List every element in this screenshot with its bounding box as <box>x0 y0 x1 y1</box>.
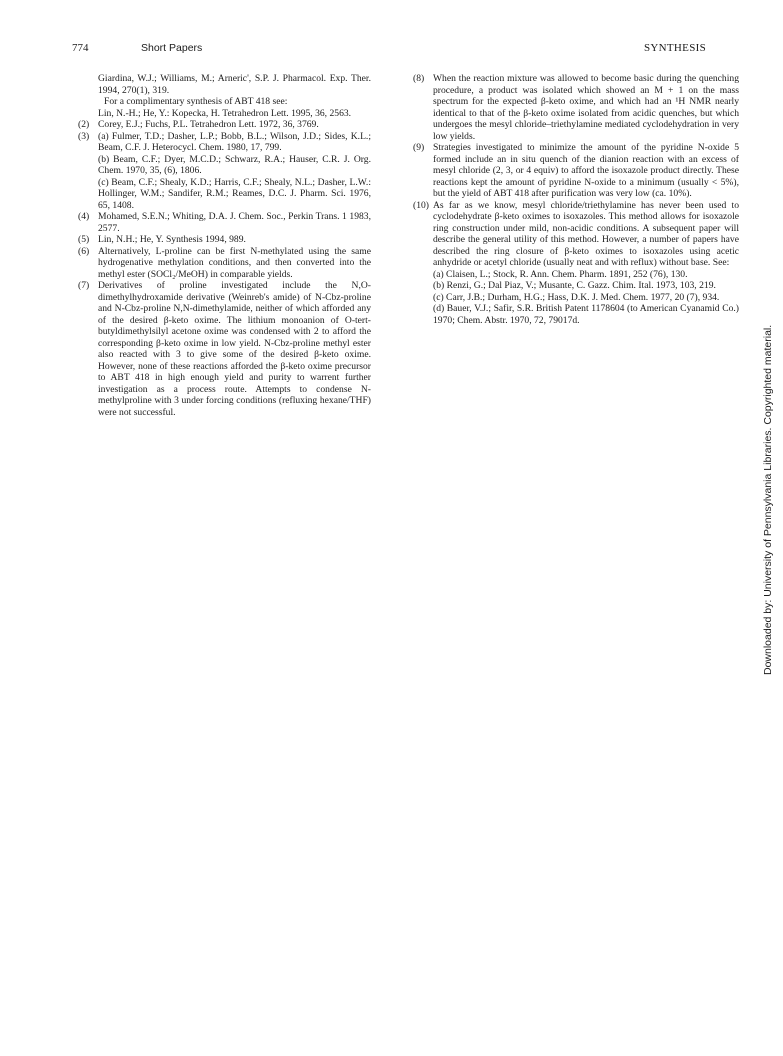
download-notice: Downloaded by: University of Pennsylvania Libraries. Copyrighted material. <box>762 324 774 675</box>
reference-text: Derivatives of proline investigated include the N,O-dimethylhydroxamide derivative (Weinreb's amide) of N-Cbz-proline and N-Cbz-proline N,N-dimethylamide, neither of which afforded any of the desired β-keto oxime. The lithium monoanion of O-tert-butyldimethylsilyl acetone oxime was condensed with 2 to afford the corresponding β-keto oxime in low yield. N-Cbz-proline methyl ester also reacted with 3 to give some of the desired β-keto oxime. However, none of these reactions afforded the β-keto oxime precursor to ABT 418 in high enough yield and purity to warrent further investigation as a process route. Attempts to condense N-methylproline with 3 under forcing conditions (refluxing hexane/THF) were not successful. <box>98 280 371 418</box>
reference-item <box>78 131 371 212</box>
reference-number: (2) <box>78 119 90 130</box>
reference-number: (3) <box>78 130 90 142</box>
reference-item <box>78 234 371 246</box>
reference-number: (8) <box>413 73 425 84</box>
reference-text: As far as we know, mesyl chloride/triethylamine has never been used to cyclodehydrate β-keto oximes to isoxazoles. This method allows for isoxazole ring construction under mild, non-acidic conditions. A subsequent paper will describe the general utility of this method. However, a number of papers have described the ring closure of β-keto oximes to isoxazoles using acetic anhydride or acetyl chloride (usually neat and with reflux) without base. See: <box>433 199 739 268</box>
reference-text: (d) Bauer, V.J.; Safir, S.R. British Patent 1178604 (to American Cyanamid Co.) 1970; Chem. Abstr. 1970, 72, 79017d. <box>433 303 739 326</box>
reference-text: (c) Carr, J.B.; Durham, H.G.; Hass, D.K. J. Med. Chem. 1977, 20 (7), 934. <box>433 291 720 303</box>
reference-item <box>78 119 371 131</box>
reference-item <box>413 73 739 142</box>
reference-text: (c) Beam, C.F.; Shealy, K.D.; Harris, C.F.; Shealy, N.L.; Dasher, L.W.: Hollinger, W.M.; Sandifer, R.M.; Reames, D.C. J. Pharm. Sci. 1976, 65, 1408. <box>98 176 371 211</box>
reference-item <box>78 73 371 119</box>
reference-text: (a) Claisen, L.; Stock, R. Ann. Chem. Pharm. 1891, 252 (76), 130. <box>433 268 688 280</box>
section-title: Short Papers <box>141 42 203 54</box>
journal-name: SYNTHESIS <box>644 42 706 54</box>
reference-item <box>413 200 739 327</box>
reference-number: (4) <box>78 211 90 222</box>
right-column <box>413 73 739 326</box>
left-column <box>78 73 371 418</box>
reference-text: (b) Beam, C.F.; Dyer, M.C.D.; Schwarz, R.A.; Hauser, C.R. J. Org. Chem. 1970, 35, (6), 1806. <box>98 153 371 176</box>
reference-number: (6) <box>78 245 90 257</box>
reference-item <box>78 280 371 418</box>
reference-text: For a complimentary synthesis of ABT 418 see: <box>104 96 288 107</box>
page-number: 774 <box>72 42 89 54</box>
reference-number: (7) <box>78 280 90 291</box>
reference-text: When the reaction mixture was allowed to become basic during the quenching procedure, a product was isolated which showed an M + 1 on the mass spectrum for the expected β-keto oxime, and which had an ¹H NMR nearly identical to that of the β-keto oxime isolated from acidic quenches, but which undergoes the mesyl chloride–triethylamine mediated cyclodehydration in very low yields. <box>433 73 739 142</box>
reference-text: Alternatively, L-proline can be first N-methylated using the same hydrogenative methylation conditions, and then converted into the methyl ester (SOCl₂/MeOH) in comparable yields. <box>98 245 371 280</box>
reference-item <box>413 142 739 200</box>
reference-number: (9) <box>413 142 425 153</box>
reference-text: Lin, N.H.; He, Y. Synthesis 1994, 989. <box>98 234 246 245</box>
reference-text: Lin, N.-H.; He, Y.: Kopecka, H. Tetrahedron Lett. 1995, 36, 2563. <box>98 107 352 119</box>
reference-item <box>78 211 371 234</box>
reference-text: Strategies investigated to minimize the amount of the pyridine N-oxide 5 formed include an in situ quench of the dianion reaction with an excess of mesyl chloride (2, 3, or 4 equiv) to afford the isoxazole product directly. These reactions kept the amount of pyridine N-oxide to a minimum (usually < 5%), but the yield of ABT 418 after purification was very low (ca. 10%). <box>433 142 739 199</box>
reference-text: Corey, E.J.; Fuchs, P.L. Tetrahedron Lett. 1972, 36, 3769. <box>98 119 319 130</box>
reference-text: Mohamed, S.E.N.; Whiting, D.A. J. Chem. Soc., Perkin Trans. 1 1983, 2577. <box>98 211 371 234</box>
reference-number: (5) <box>78 234 90 245</box>
reference-item <box>78 246 371 281</box>
reference-text: (b) Renzi, G.; Dal Piaz, V.; Musante, C. Gazz. Chim. Ital. 1973, 103, 219. <box>433 280 716 291</box>
reference-text: (a) Fulmer, T.D.; Dasher, L.P.; Bobb, B.L.; Wilson, J.D.; Sides, K.L.; Beam, C.F. J. Heterocycl. Chem. 1980, 17, 799. <box>98 130 371 153</box>
reference-text: Giardina, W.J.; Williams, M.; Arneric', S.P. J. Pharmacol. Exp. Ther. 1994, 270(1), 319. <box>98 73 371 96</box>
reference-number: (10) <box>413 199 429 211</box>
